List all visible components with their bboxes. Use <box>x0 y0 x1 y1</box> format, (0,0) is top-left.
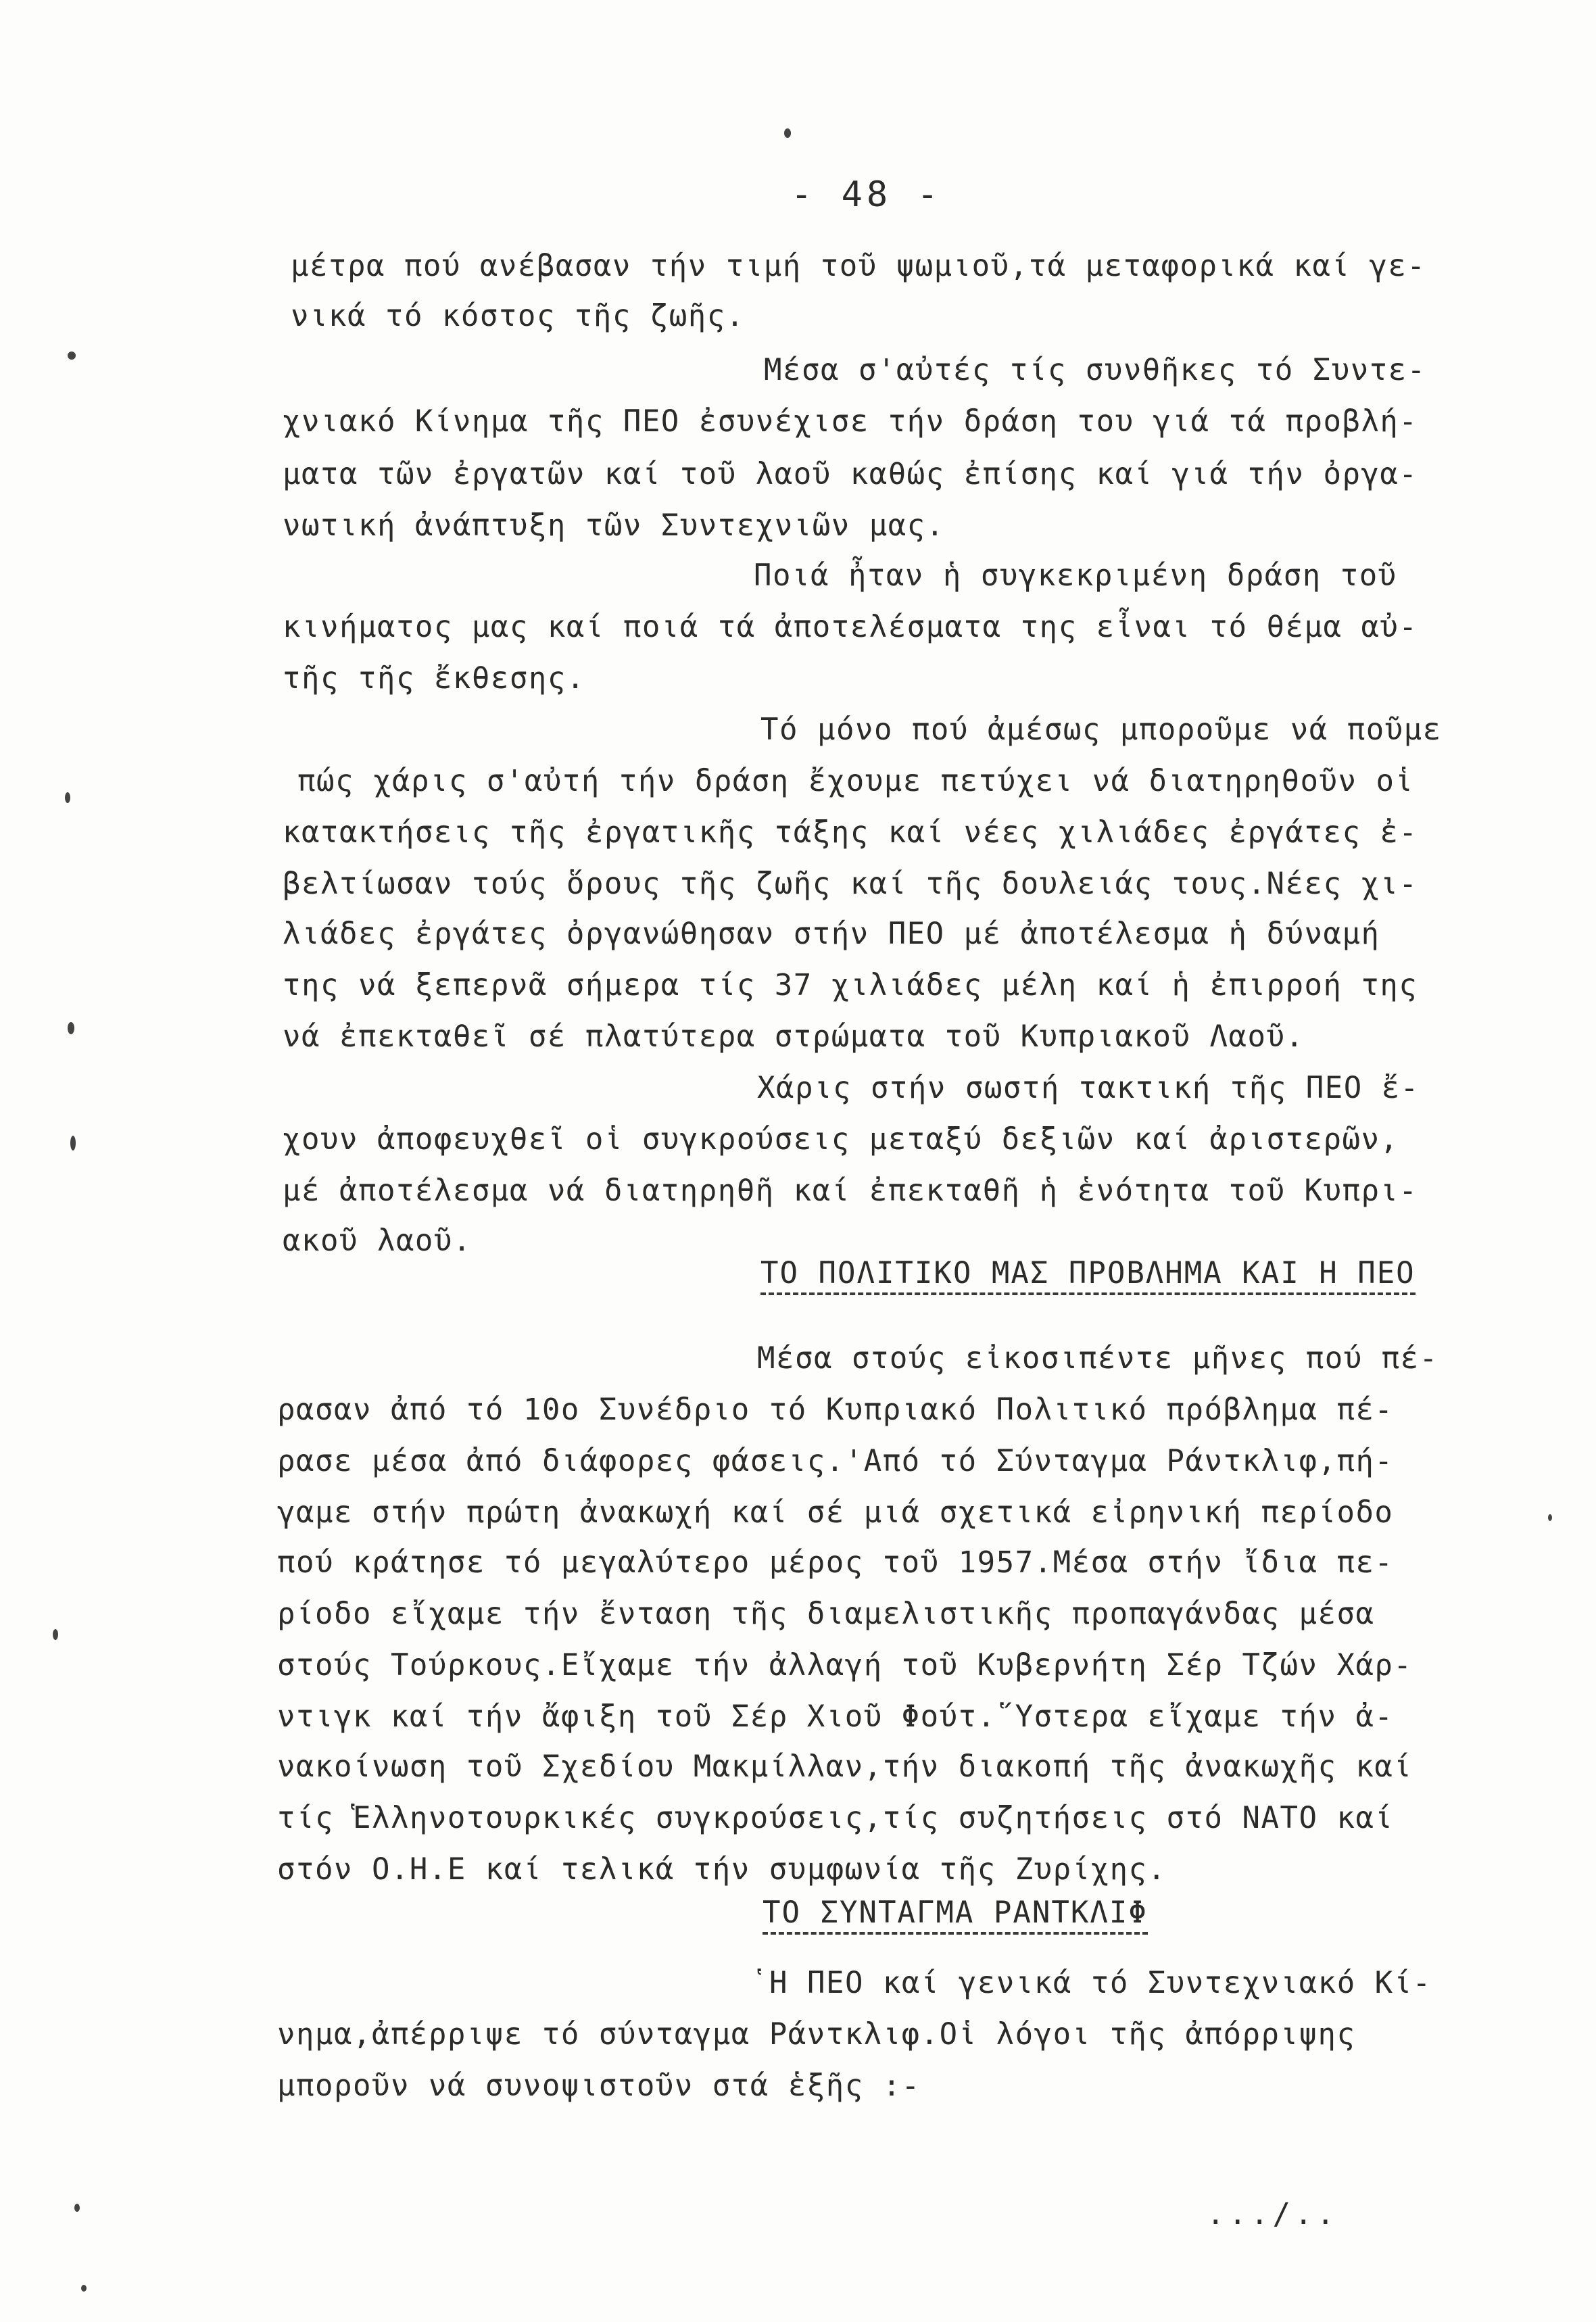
text-line: πού κράτησε τό μεγαλύτερο μέρος τοῦ 1957.Μέσα στήν ἴδια πε- <box>277 1545 1394 1580</box>
text-line: Μέσα σ'αὐτές τίς συνθῆκες τό Συντε- <box>764 353 1426 387</box>
scan-speck <box>68 1022 74 1034</box>
scan-speck <box>74 2204 80 2212</box>
text-line: στούς Τούρκους.Εἴχαμε τήν ἀλλαγή τοῦ Κυβερνήτη Σέρ Τζών Χάρ- <box>277 1648 1413 1683</box>
page-number: - 48 - <box>791 174 942 215</box>
text-line: ρασε μέσα ἀπό διάφορες φάσεις.'Από τό Σύνταγμα Ράντκλιφ,πή- <box>277 1444 1394 1478</box>
text-line: μέ ἀποτέλεσμα νά διατηρηθῆ καί ἐπεκταθῆ ἡ ἑνότητα τοῦ Κυπρι- <box>283 1174 1418 1208</box>
section-heading-political-problem: ΤΟ ΠΟΛΙΤΙΚΟ ΜΑΣ ΠΡΟΒΛΗΜΑ ΚΑΙ Η ΠΕΟ <box>760 1259 1416 1295</box>
scan-speck <box>70 1136 76 1151</box>
text-line: ακοῦ λαοῦ. <box>283 1224 472 1258</box>
continuation-mark: .../.. <box>1207 2197 1338 2231</box>
text-line: νακοίνωση τοῦ Σχεδίου Μακμίλλαν,τήν διακοπή τῆς ἀνακωχῆς καί <box>277 1749 1413 1784</box>
text-line: ῾Η ΠΕΟ καί γενικά τό Συντεχνιακό Κί- <box>750 1966 1432 2000</box>
text-line: Τό μόνο πού ἀμέσως μποροῦμε νά ποῦμε <box>760 712 1442 747</box>
scan-speck <box>81 2285 87 2292</box>
section-heading-radcliffe-constitution: ΤΟ ΣΥΝΤΑΓΜΑ ΡΑΝΤΚΛΙΦ <box>763 1898 1148 1935</box>
text-line: κινήματος μας καί ποιά τά ἀποτελέσματα της εἶναι τό θέμα αὐ- <box>283 610 1418 644</box>
scan-speck <box>1548 1514 1552 1521</box>
text-line: τίς Ἑλληνοτουρκικές συγκρούσεις,τίς συζητήσεις στό ΝΑΤΟ καί <box>277 1801 1394 1835</box>
text-line: Μέσα στούς εἰκοσιπέντε μῆνες πού πέ- <box>757 1341 1438 1376</box>
text-line: βελτίωσαν τούς ὅρους τῆς ζωῆς καί τῆς δουλειάς τους.Νέες χι- <box>283 867 1418 901</box>
text-line: της νά ξεπερνᾶ σήμερα τίς 37 χιλιάδες μέλη καί ἡ ἐπιρροή της <box>283 968 1418 1002</box>
scan-speck <box>68 352 76 360</box>
scan-speck <box>784 128 791 138</box>
text-line: Ποιά ἦταν ἡ συγκεκριμένη δράση τοῦ <box>754 558 1397 593</box>
text-line: ρασαν ἀπό τό 10ο Συνέδριο τό Κυπριακό Πολιτικό πρόβλημα πέ- <box>277 1393 1394 1427</box>
text-line: τῆς τῆς ἔκθεσης. <box>283 661 585 696</box>
scan-speck <box>53 1629 58 1640</box>
text-line: μποροῦν νά συνοψιστοῦν στά ἑξῆς :- <box>277 2069 921 2103</box>
text-line: Χάρις στήν σωστή τακτική τῆς ΠΕΟ ἔ- <box>757 1071 1420 1105</box>
text-line: ρίοδο εἴχαμε τήν ἔνταση τῆς διαμελιστικῆς προπαγάνδας μέσα <box>277 1597 1375 1631</box>
text-line: λιάδες ἐργάτες ὀργανώθησαν στήν ΠΕΟ μέ ἀποτέλεσμα ἡ δύναμή <box>283 917 1380 951</box>
text-line: νά ἐπεκταθεῖ σέ πλατύτερα στρώματα τοῦ Κυπριακοῦ Λαοῦ. <box>283 1019 1305 1054</box>
text-line: νημα,ἀπέρριψε τό σύνταγμα Ράντκλιφ.Οἱ λόγοι τῆς ἀπόρριψης <box>277 2017 1356 2052</box>
text-line: νικά τό κόστος τῆς ζωῆς. <box>291 299 745 333</box>
text-line: χνιακό Κίνημα τῆς ΠΕΟ ἐσυνέχισε τήν δράση του γιά τά προβλή- <box>283 404 1418 439</box>
text-line: ντιγκ καί τήν ἄφιξη τοῦ Σέρ Χιοῦ Φούτ.῞Υστερα εἴχαμε τήν ἀ- <box>277 1699 1394 1734</box>
text-line: ματα τῶν ἐργατῶν καί τοῦ λαοῦ καθώς ἐπίσης καί γιά τήν ὀργα- <box>283 457 1418 491</box>
text-line: πώς χάρις σ'αὐτή τήν δράση ἔχουμε πετύχει νά διατηρηθοῦν οἱ <box>297 764 1414 798</box>
text-line: μέτρα πού ανέβασαν τήν τιμή τοῦ ψωμιοῦ,τά μεταφορικά καί γε- <box>291 249 1426 283</box>
scan-speck <box>65 792 70 803</box>
text-line: στόν Ο.Η.Ε καί τελικά τήν συμφωνία τῆς Ζυρίχης. <box>277 1852 1167 1887</box>
text-line: χουν ἀποφευχθεῖ οἱ συγκρούσεις μεταξύ δεξιῶν καί ἀριστερῶν, <box>283 1122 1399 1157</box>
text-line: κατακτήσεις τῆς ἐργατικῆς τάξης καί νέες χιλιάδες ἐργάτες ἐ- <box>283 815 1418 850</box>
text-line: νωτική ἀνάπτυξη τῶν Συντεχνιῶν μας. <box>283 508 945 543</box>
text-line: γαμε στήν πρώτη ἀνακωχή καί σέ μιά σχετικά εἰρηνική περίοδο <box>277 1495 1394 1530</box>
